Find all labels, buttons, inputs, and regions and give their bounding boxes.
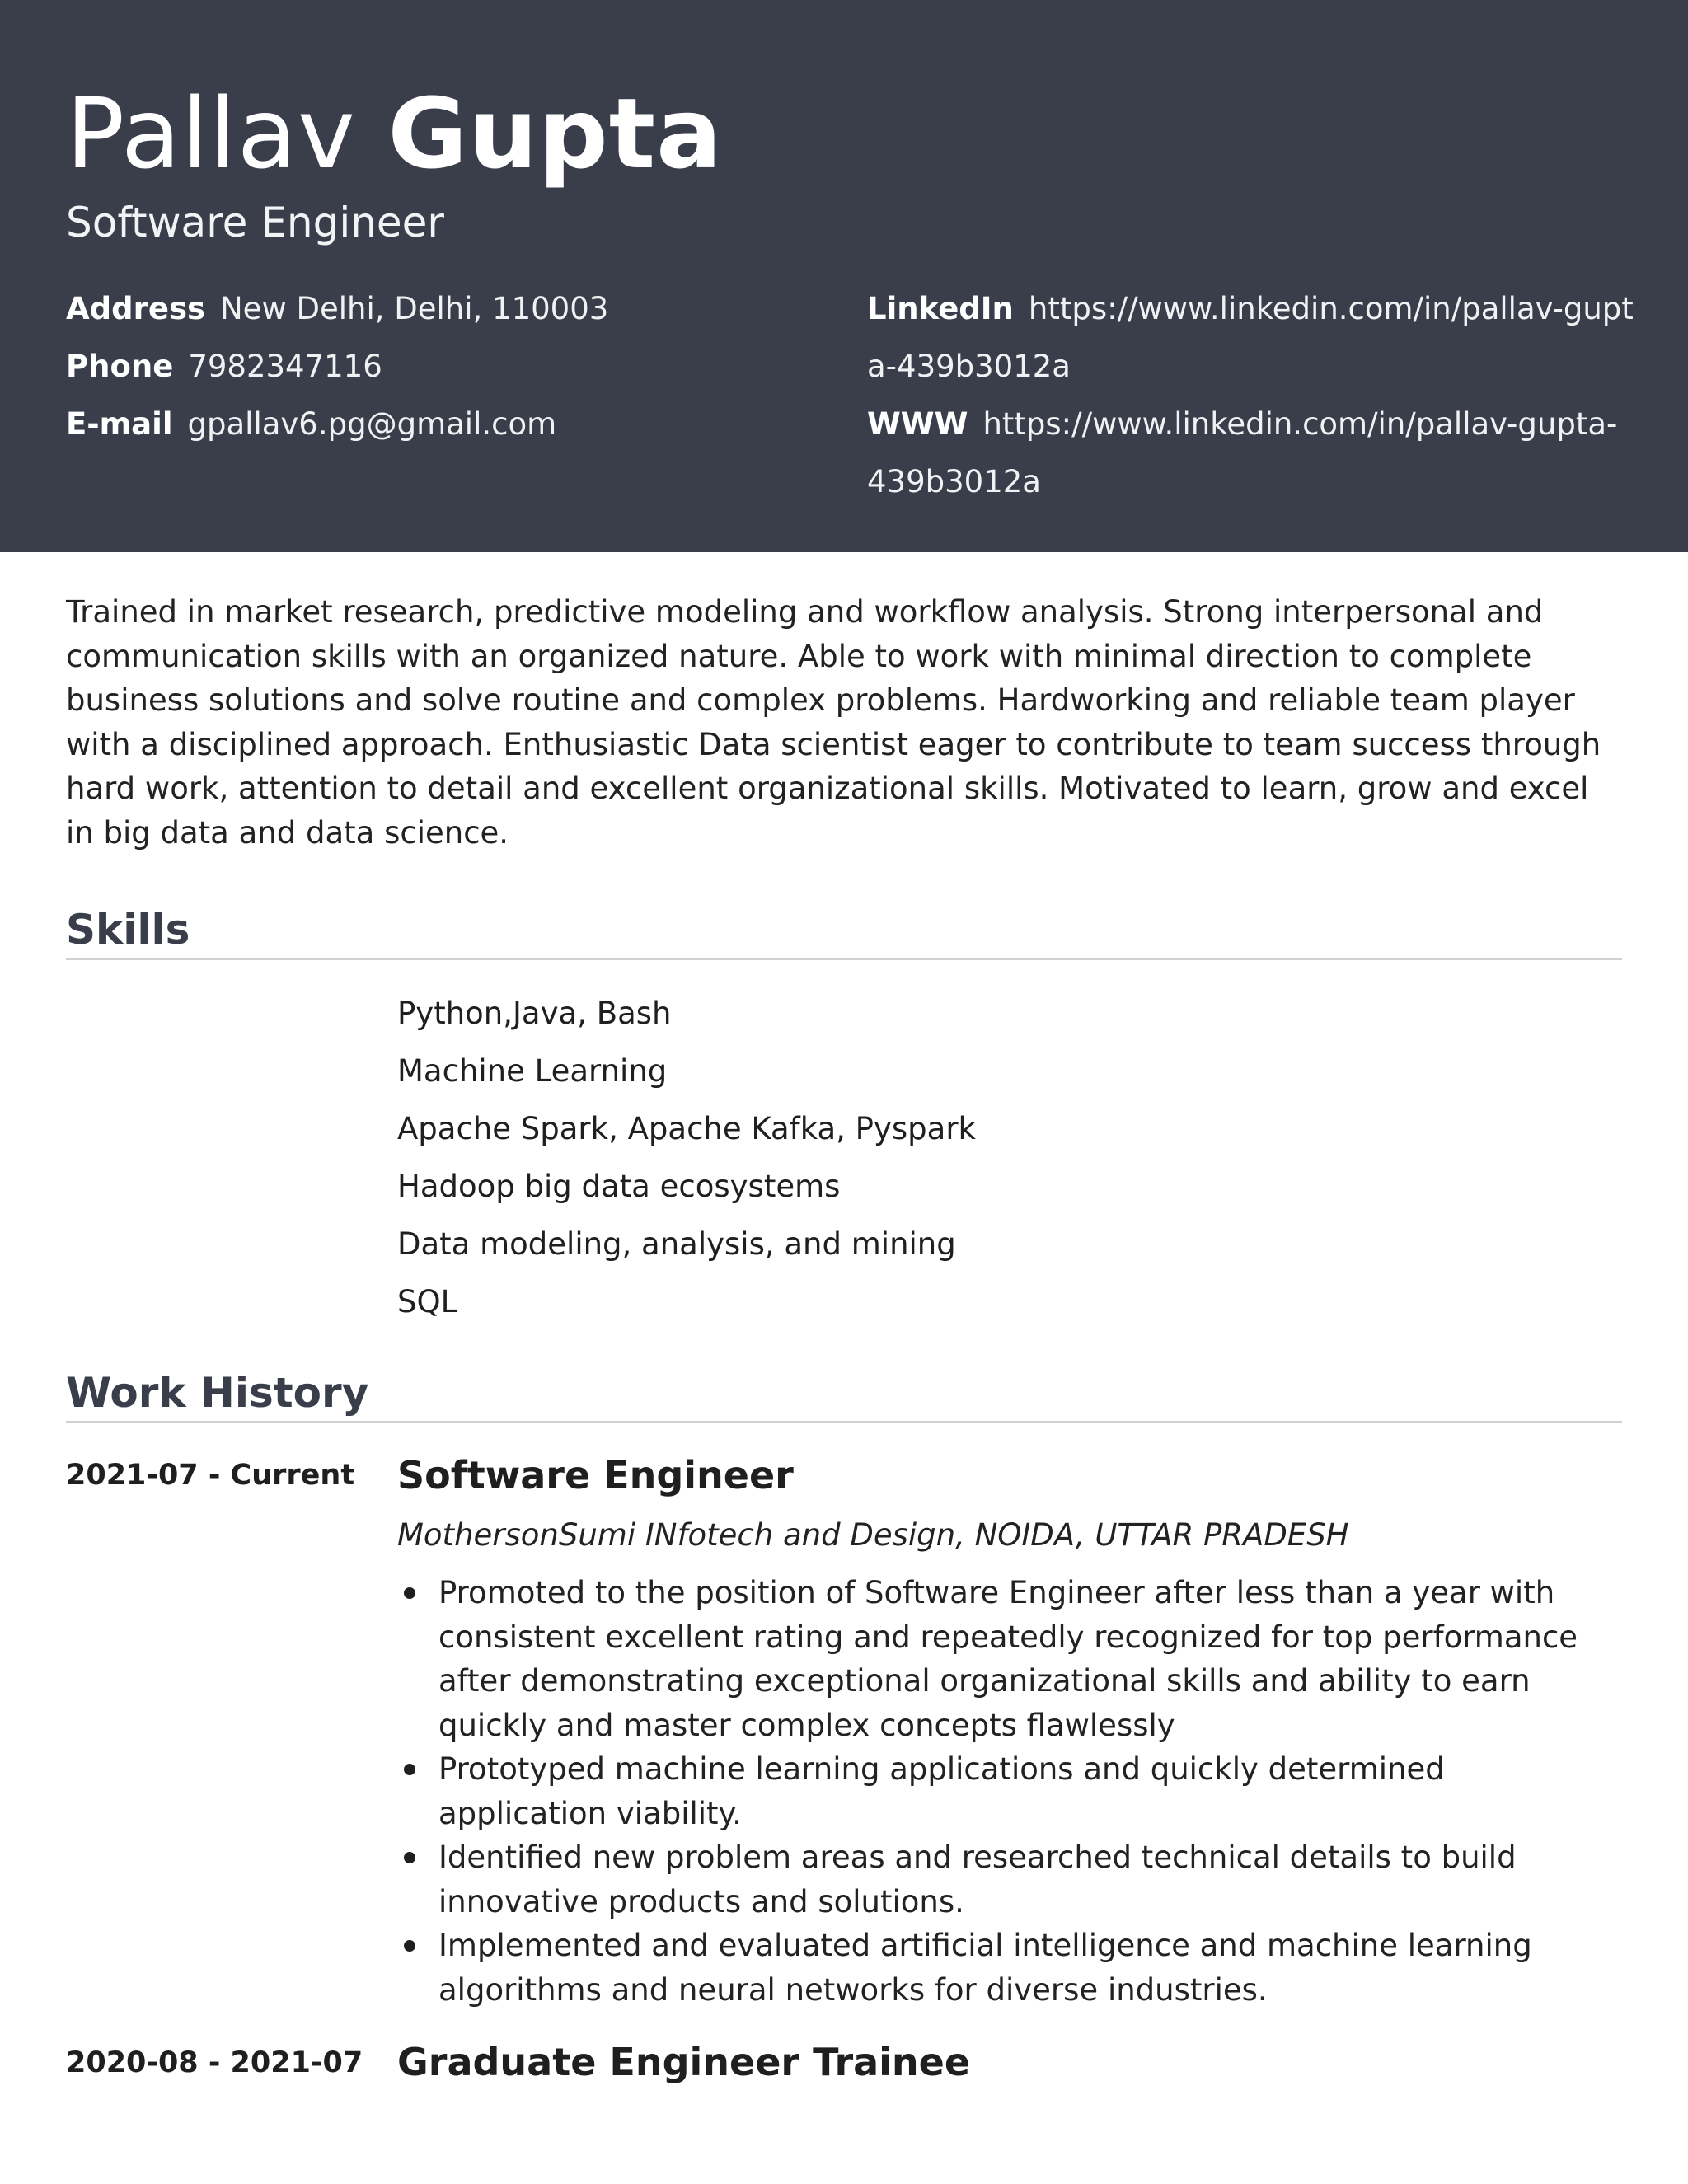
contact-label: E-mail bbox=[66, 406, 173, 442]
list-item bbox=[397, 1747, 1609, 1835]
bullet-text: Promoted to the position of Software Engineer after less than a year with consistent excellent rating and repeatedly recognized for top performance after demonstrating exceptional organizational skills and ability to earn quickly and master complex concepts flawlessly bbox=[438, 1575, 1578, 1743]
candidate-title: Software Engineer bbox=[66, 199, 444, 246]
address-value: New Delhi, Delhi, 110003 bbox=[220, 291, 609, 326]
skills-heading: Skills bbox=[66, 906, 190, 954]
contact-list-right bbox=[867, 280, 1634, 511]
contact-email bbox=[66, 396, 808, 453]
bullet-icon bbox=[404, 1852, 415, 1863]
section-divider bbox=[66, 1421, 1622, 1423]
job-title: Graduate Engineer Trainee bbox=[397, 2040, 971, 2084]
list-item bbox=[397, 1835, 1609, 1924]
contact-label: LinkedIn bbox=[867, 291, 1014, 326]
job-title: Software Engineer bbox=[397, 1453, 794, 1497]
last-name: Gupta bbox=[387, 77, 723, 190]
list-item bbox=[397, 1924, 1609, 2012]
linkedin-link[interactable]: https://www.linkedin.com/in/pallav-gupta-439b3012a bbox=[867, 291, 1634, 384]
contact-label: Address bbox=[66, 291, 205, 326]
list-item: Hadoop big data ecosystems bbox=[397, 1169, 841, 1204]
job-dates: 2020-08 - 2021-07 bbox=[66, 2046, 363, 2079]
work-history-heading: Work History bbox=[66, 1369, 369, 1417]
contact-list-left bbox=[66, 280, 808, 453]
contact-label: WWW bbox=[867, 406, 968, 442]
list-item bbox=[397, 1571, 1609, 1747]
bullet-text: Prototyped machine learning applications and quickly determined application viability. bbox=[438, 1751, 1445, 1831]
job-responsibilities bbox=[397, 1571, 1609, 2012]
list-item: Apache Spark, Apache Kafka, Pyspark bbox=[397, 1111, 976, 1146]
website-link[interactable]: https://www.linkedin.com/in/pallav-gupta-439b3012a bbox=[867, 406, 1618, 499]
bullet-icon bbox=[404, 1587, 415, 1599]
list-item: Python,Java, Bash bbox=[397, 996, 672, 1031]
bullet-icon bbox=[404, 1764, 415, 1775]
bullet-text: Identified new problem areas and researched technical details to build innovative products and solutions. bbox=[438, 1840, 1517, 1919]
bullet-text: Implemented and evaluated artificial intelligence and machine learning algorithms and neural networks for diverse industries. bbox=[438, 1928, 1532, 2008]
professional-summary: Trained in market research, predictive modeling and workflow analysis. Strong interpersonal and communication skills with an organized nature. Able to work with minimal direction to complete business solutions and solve routine and complex problems. Hardworking and reliable team player with a disciplined approach. Enthusiastic Data scientist eager to contribute to team success through hard work, attention to detail and excellent organizational skills. Motivated to learn, grow and excel in big data and data science. bbox=[66, 594, 1601, 851]
skills-list bbox=[397, 985, 1551, 1331]
contact-phone bbox=[66, 338, 808, 396]
list-item: Data modeling, analysis, and mining bbox=[397, 1226, 956, 1262]
candidate-name bbox=[66, 76, 723, 191]
list-item: Machine Learning bbox=[397, 1053, 668, 1089]
contact-label: Phone bbox=[66, 349, 174, 384]
job-company: MothersonSumi INfotech and Design, NOIDA, UTTAR PRADESH bbox=[397, 1517, 1349, 1553]
phone-value[interactable]: 7982347116 bbox=[188, 349, 382, 384]
first-name: Pallav bbox=[66, 77, 356, 190]
resume-header bbox=[0, 0, 1688, 552]
bullet-icon bbox=[404, 1940, 415, 1952]
email-link[interactable]: gpallav6.pg@gmail.com bbox=[187, 406, 557, 442]
contact-www bbox=[867, 396, 1634, 511]
contact-linkedin bbox=[867, 280, 1634, 396]
contact-address bbox=[66, 280, 808, 338]
list-item: SQL bbox=[397, 1284, 458, 1319]
job-dates: 2021-07 - Current bbox=[66, 1459, 355, 1492]
section-divider bbox=[66, 958, 1622, 960]
